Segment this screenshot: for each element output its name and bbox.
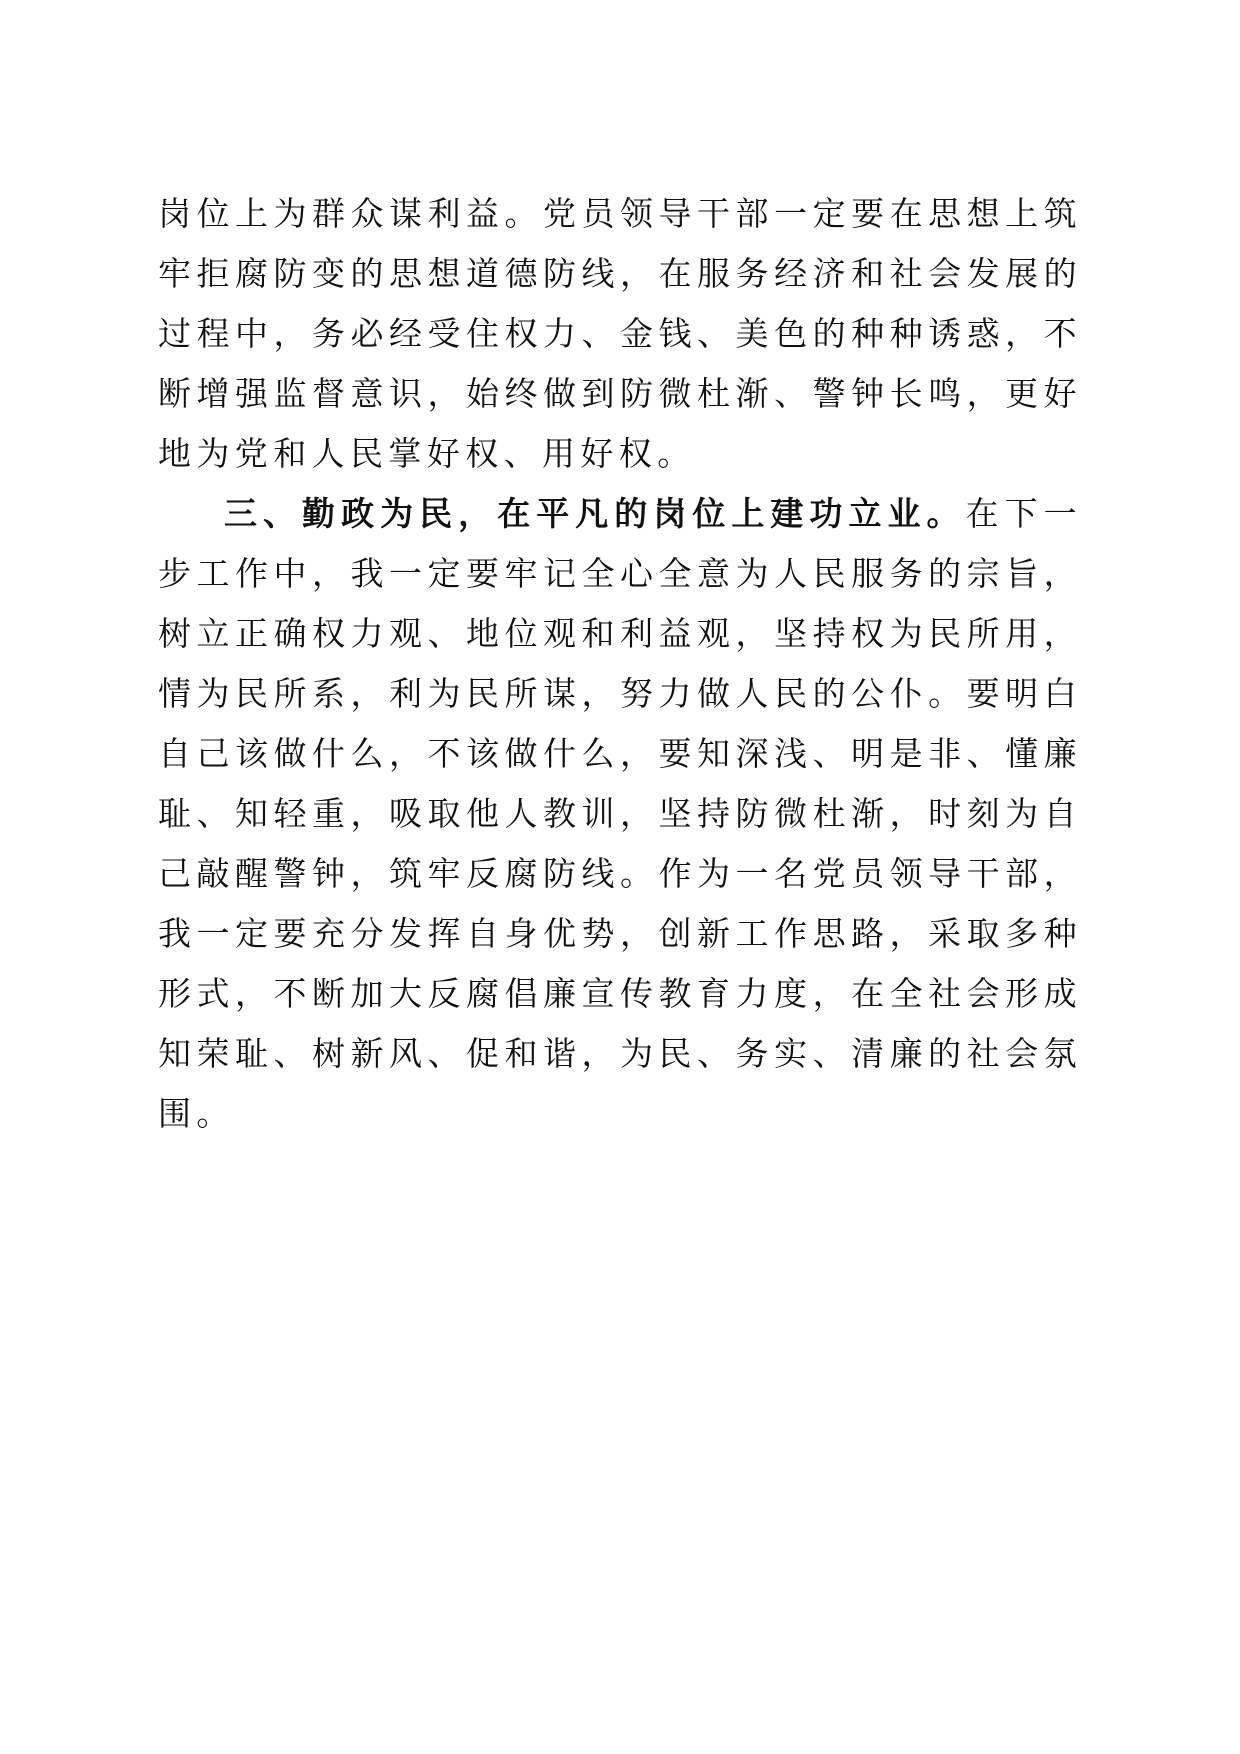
section-three-heading: 三、勤政为民，在平凡的岗位上建功立业。	[224, 494, 966, 533]
section-three-text: 在下一步工作中，我一定要牢记全心全意为人民服务的宗旨，树立正确权力观、地位观和利益观，坚持权为民所用，情为民所系，利为民所谋，努力做人民的公仆。要明白自己该做什么，不该做什么，要知深浅、明是非、懂廉耻、知轻重，吸取他人教训，坚持防微杜渐，时刻为自己敲醒警钟，筑牢反腐防线。作为一名党员领导干部，我一定要充分发挥自身优势，创新工作思路，采取多种形式，不断加大反腐倡廉宣传教育力度，在全社会形成知荣耻、树新风、促和谐，为民、务实、清廉的社会氛围。	[158, 494, 1083, 1133]
paragraph-continuation	[158, 184, 1082, 484]
document-body	[158, 184, 1082, 1144]
paragraph-section-three	[158, 484, 1082, 1144]
paragraph-continuation-text: 岗位上为群众谋利益。党员领导干部一定要在思想上筑牢拒腐防变的思想道德防线，在服务经济和社会发展的过程中，务必经受住权力、金钱、美色的种种诱惑，不断增强监督意识，始终做到防微杜渐、警钟长鸣，更好地为党和人民掌好权、用好权。	[158, 194, 1082, 473]
